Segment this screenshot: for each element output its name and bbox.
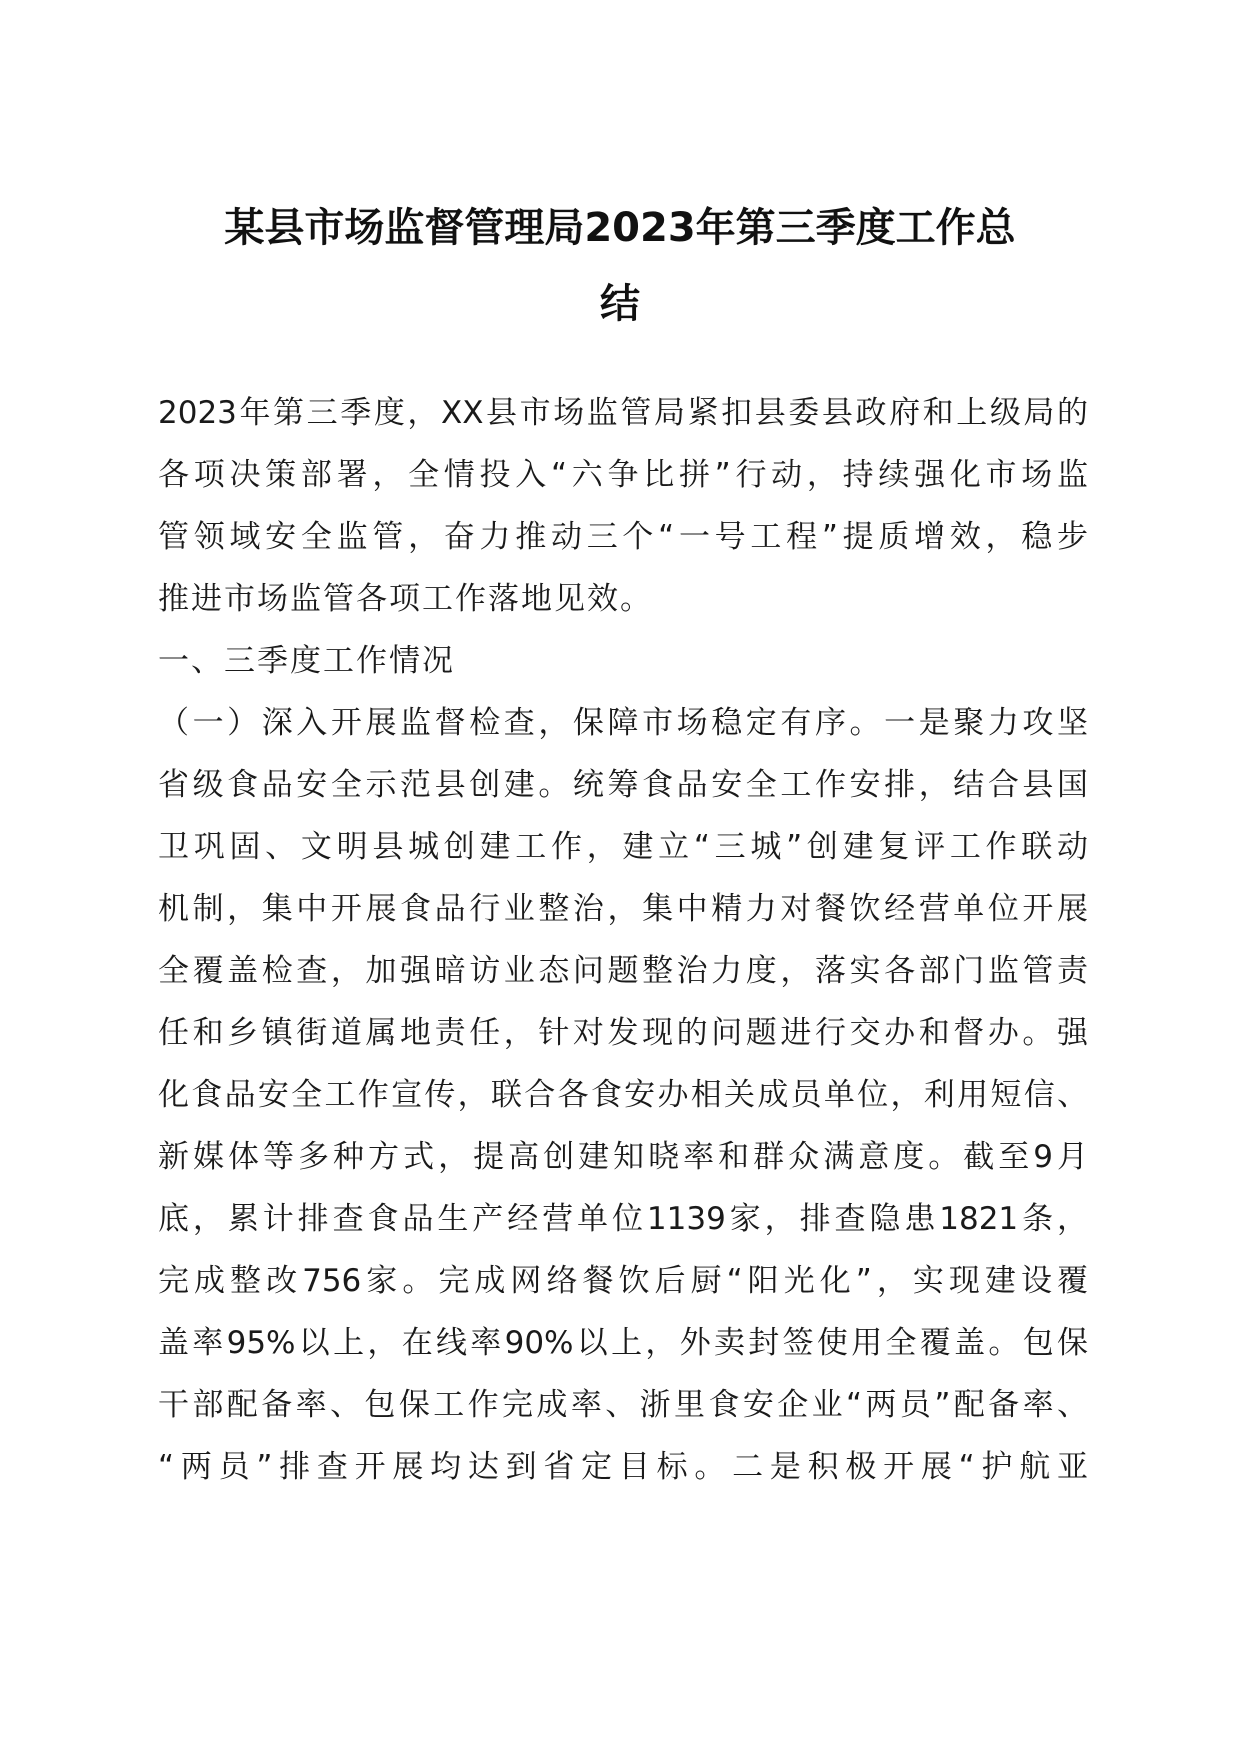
text-line: 底，累计排查食品生产经营单位1139家，排查隐患1821条， — [158, 1201, 1088, 1237]
text-line: 2023年第三季度，XX县市场监管局紧扣县委县政府和上级局的 — [158, 395, 1088, 431]
text-line: 化食品安全工作宣传，联合各食安办相关成员单位，利用短信、 — [158, 1077, 1088, 1113]
section-heading: 一、三季度工作情况 — [158, 643, 455, 679]
text-line: 新媒体等多种方式，提高创建知晓率和群众满意度。截至9月 — [158, 1139, 1088, 1175]
text-line: 盖率95%以上，在线率90%以上，外卖封签使用全覆盖。包保 — [158, 1325, 1088, 1361]
title-line-2: 结 — [600, 281, 640, 327]
text-line: 省级食品安全示范县创建。统筹食品安全工作安排，结合县国 — [158, 767, 1088, 803]
title-line-1: 某县市场监督管理局2023年第三季度工作总 — [224, 205, 1016, 251]
text-line: 管领域安全监管，奋力推动三个“一号工程”提质增效，稳步 — [158, 519, 1088, 555]
document-body — [158, 382, 1088, 1498]
text-line: 推进市场监管各项工作落地见效。 — [158, 581, 653, 617]
text-line: 干部配备率、包保工作完成率、浙里食安企业“两员”配备率、 — [158, 1387, 1088, 1423]
text-line: 任和乡镇街道属地责任，针对发现的问题进行交办和督办。强 — [158, 1015, 1088, 1051]
text-line: 机制，集中开展食品行业整治，集中精力对餐饮经营单位开展 — [158, 891, 1088, 927]
text-line: （一）深入开展监督检查，保障市场稳定有序。一是聚力攻坚 — [158, 705, 1088, 741]
text-line: “两员”排查开展均达到省定目标。二是积极开展“护航亚 — [158, 1449, 1088, 1485]
text-line: 完成整改756家。完成网络餐饮后厨“阳光化”，实现建设覆 — [158, 1263, 1088, 1299]
text-line: 各项决策部署，全情投入“六争比拼”行动，持续强化市场监 — [158, 457, 1088, 493]
document-title — [140, 190, 1100, 342]
text-line: 全覆盖检查，加强暗访业态问题整治力度，落实各部门监管责 — [158, 953, 1088, 989]
text-line: 卫巩固、文明县城创建工作，建立“三城”创建复评工作联动 — [158, 829, 1088, 865]
